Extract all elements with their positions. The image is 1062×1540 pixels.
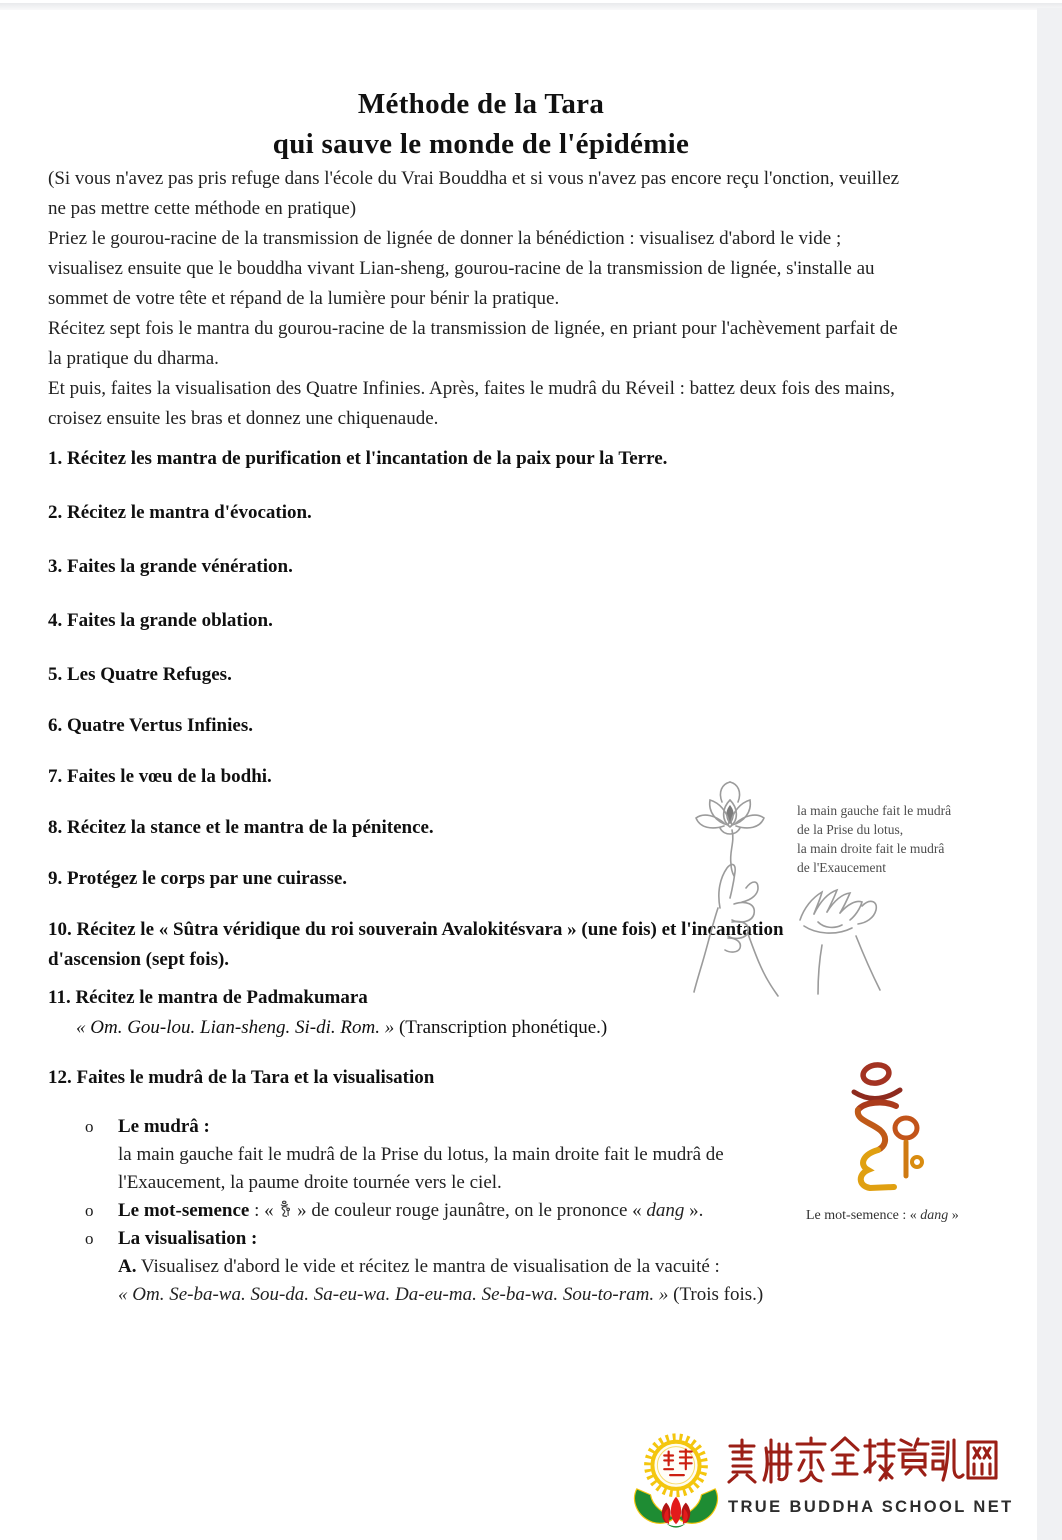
bullet-seed-title: Le mot-semence (118, 1200, 250, 1221)
intro-note: (Si vous n'avez pas pris refuge dans l'école du Vrai Bouddha et si vous n'avez pas encore reçu l'onction, veuillez ne pas mettre cette méthode en pratique) (48, 168, 900, 219)
intro-paragraph-3: Et puis, faites la visualisation des Quatre Infinies. Après, faites le mudrâ du Réveil : battez deux fois des mains, croisez ensuite les bras et donnez une chiquenaude. (48, 378, 895, 429)
step-item-1: 1. Récitez les mantra de purification et l'incantation de la paix pour la Terre. (48, 448, 668, 469)
title-line-1: Méthode de la Tara (357, 88, 605, 120)
intro-paragraph-1: Priez le gourou-racine de la transmission de lignée de donner la bénédiction : visualisez d'abord le vide ; visualisez ensuite que le bouddha vivant Lian-sheng, gourou-racine de la transmission de lignée, s'installe au sommet de votre tête et répand de la lumière pour bénir la pratique. (48, 228, 875, 309)
bullet-marker: o (85, 1201, 94, 1220)
seed-syllable-dang-icon (836, 1058, 928, 1200)
document-content (48, 0, 914, 1309)
bullet-mudra (48, 1113, 914, 1197)
title-line-2: qui sauve le monde de l'épidémie (272, 128, 690, 160)
chinese-logotype-text (628, 1428, 629, 1429)
visualisation-mantra-note: (Trois fois.) (668, 1284, 764, 1305)
bullet-visualisation-text (118, 1225, 763, 1309)
bullet-marker: o (85, 1229, 94, 1248)
bullet-mudra-title: Le mudrâ : (118, 1116, 210, 1137)
bullet-visualisation (48, 1225, 914, 1309)
step-item-6: 6. Quatre Vertus Infinies. (48, 715, 253, 736)
mudra-caption-line: de l'Exaucement (797, 860, 887, 875)
seed-caption-word: dang (920, 1208, 949, 1223)
mudra-caption-line: la main droite fait le mudrâ (797, 841, 945, 856)
step-item-5: 5. Les Quatre Refuges. (48, 664, 232, 685)
step-item-2: 2. Récitez le mantra d'évocation. (48, 502, 312, 523)
seed-caption-suffix: » (948, 1208, 959, 1223)
bullet-mudra-text (118, 1113, 740, 1197)
page-edge-strip (1037, 8, 1062, 1540)
step-11-mantra: « Om. Gou-lou. Lian-sheng. Si-di. Rom. » (76, 1017, 395, 1038)
mudra-caption-line: la main gauche fait le mudrâ (797, 803, 952, 818)
step-item-3: 3. Faites la grande vénération. (48, 556, 293, 577)
visualisation-mantra-line (118, 1281, 763, 1309)
step-11-mantra-line (48, 1013, 830, 1043)
step-item-12: 12. Faites le mudrâ de la Tara et la visualisation (48, 1067, 435, 1088)
chinese-logotype (726, 1434, 998, 1490)
footer-logo (628, 1428, 1048, 1536)
step-item-7: 7. Faites le vœu de la bodhi. (48, 766, 272, 787)
inline-seed-syllable-icon (279, 1200, 291, 1219)
visualisation-a-label: A. (118, 1256, 137, 1277)
page-title (48, 84, 914, 164)
bullet-mudra-body: la main gauche fait le mudrâ de la Prise du lotus, la main droite fait le mudrâ de l'Exaucement, la paume droite tournée vers le ciel. (118, 1144, 724, 1193)
step-item-10: 10. Récitez le « Sûtra véridique du roi souverain Avalokitésvara » (une fois) et l'incantation d'ascension (sept fois). (48, 919, 784, 970)
bullet-seed-word: dang (646, 1200, 685, 1221)
visualisation-line-a (118, 1253, 763, 1281)
bullet-seed-text (118, 1197, 703, 1225)
step-item-4: 4. Faites la grande oblation. (48, 610, 273, 631)
bullet-seed-word (48, 1197, 914, 1225)
true-buddha-school-emblem-icon (628, 1430, 724, 1532)
seed-syllable-caption (806, 1208, 991, 1224)
step-item-8: 8. Récitez la stance et le mantra de la pénitence. (48, 817, 434, 838)
step-11-mantra-note: (Transcription phonétique.) (394, 1017, 608, 1038)
visualisation-mantra: « Om. Se-ba-wa. Sou-da. Sa-eu-wa. Da-eu-ma. Se-ba-wa. Sou-to-ram. » (118, 1284, 669, 1305)
bullet-visualisation-title: La visualisation : (118, 1228, 258, 1249)
bullet-seed-end: ». (684, 1200, 704, 1221)
mudra-caption-line: de la Prise du lotus, (797, 822, 904, 837)
step-11-label: 11. Récitez le mantra de Padmakumara (48, 987, 368, 1008)
step-12-sub-items (48, 1113, 914, 1309)
bullet-seed-after: » de couleur rouge jaunâtre, on le prononce « (292, 1200, 647, 1221)
bullet-marker: o (85, 1117, 94, 1136)
bullet-seed-sep: : « (249, 1200, 279, 1221)
footer-english-name: TRUE BUDDHA SCHOOL NET (728, 1498, 1014, 1516)
intro-paragraph-2: Récitez sept fois le mantra du gourou-racine de la transmission de lignée, en priant pour l'achèvement parfait de la pratique du dharma. (48, 318, 898, 369)
visualisation-a-text: Visualisez d'abord le vide et récitez le mantra de visualisation de la vacuité : (136, 1256, 720, 1277)
step-item-9: 9. Protégez le corps par une cuirasse. (48, 868, 348, 889)
mudra-caption (797, 801, 987, 877)
seed-caption-prefix: Le mot-semence : « (806, 1208, 921, 1223)
